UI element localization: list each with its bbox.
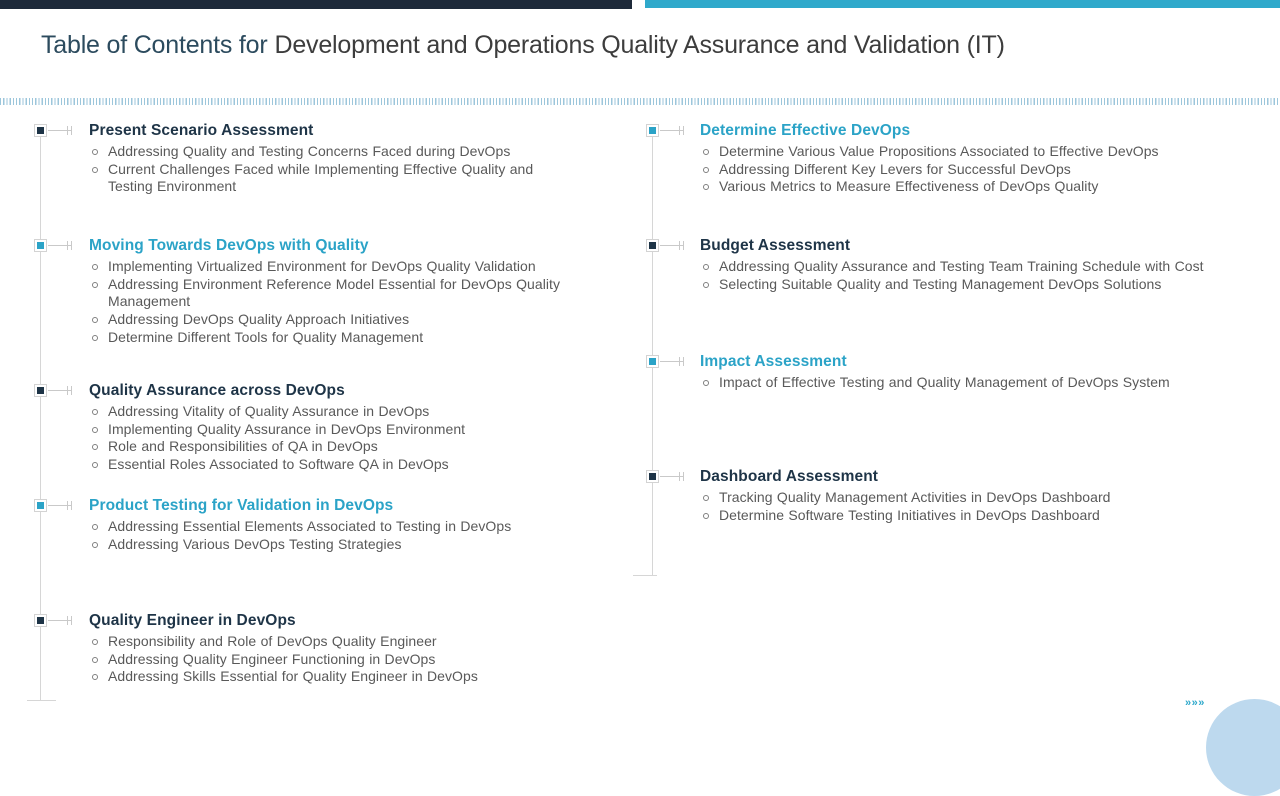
circle-bullet-icon xyxy=(703,513,709,519)
marker-square-icon xyxy=(37,242,44,249)
marker-tick xyxy=(683,472,684,481)
toc-item-text: Addressing Vitality of Quality Assurance in DevOps xyxy=(108,403,430,419)
circle-bullet-icon xyxy=(703,282,709,288)
circle-bullet-icon xyxy=(92,335,98,341)
marker-tick xyxy=(679,241,680,250)
section-title: Present Scenario Assessment xyxy=(89,122,314,139)
marker-tick xyxy=(67,386,68,395)
toc-item xyxy=(89,456,564,474)
marker-tick xyxy=(679,357,680,366)
toc-item xyxy=(700,507,1240,525)
toc-item xyxy=(700,161,1240,179)
marker-square-icon xyxy=(37,502,44,509)
section-title: Dashboard Assessment xyxy=(700,468,879,485)
section-marker xyxy=(646,470,659,483)
toc-item-text: Addressing DevOps Quality Approach Initiatives xyxy=(108,311,410,328)
toc-item xyxy=(89,536,564,554)
marker-connector-line xyxy=(48,390,72,391)
toc-item xyxy=(700,178,1240,196)
marker-tick xyxy=(71,501,72,510)
toc-item-text: Addressing Essential Elements Associated to Testing in DevOps xyxy=(108,518,512,534)
toc-item xyxy=(89,633,564,651)
marker-tick xyxy=(683,357,684,366)
title-prefix: Table of Contents for xyxy=(41,31,268,59)
marker-connector-line xyxy=(660,361,684,362)
toc-item-list xyxy=(89,258,564,347)
toc-item-text: Addressing Quality Engineer Functioning in DevOps xyxy=(108,650,436,667)
circle-bullet-icon xyxy=(92,427,98,433)
section-text xyxy=(700,236,1240,293)
timeline-endcap xyxy=(27,700,56,701)
marker-square-icon xyxy=(649,242,656,249)
toc-item xyxy=(89,668,564,686)
marker-tick xyxy=(71,616,72,625)
toc-item-text: Determine Different Tools for Quality Management xyxy=(108,328,424,345)
toc-item-text: Addressing Skills Essential for Quality Engineer in DevOps xyxy=(108,668,478,685)
section-text xyxy=(700,352,1240,392)
toc-item-text: Selecting Suitable Quality and Testing Management DevOps Solutions xyxy=(719,275,1162,292)
toc-item-text: Implementing Quality Assurance in DevOps Environment xyxy=(108,420,466,437)
section-title: Determine Effective DevOps xyxy=(700,122,911,139)
section-marker xyxy=(34,384,47,397)
toc-item-text: Addressing Different Key Levers for Successful DevOps xyxy=(719,160,1071,177)
marker-tick xyxy=(679,126,680,135)
marker-tick xyxy=(71,241,72,250)
title-main: Development and Operations Quality Assurance and Validation (IT) xyxy=(274,31,1005,59)
marker-tick xyxy=(71,386,72,395)
toc-item-text: Responsibility and Role of DevOps Quality Engineer xyxy=(108,633,437,649)
toc-item-text: Essential Roles Associated to Software QA in DevOps xyxy=(108,456,449,473)
toc-item-text: Tracking Quality Management Activities in DevOps Dashboard xyxy=(719,489,1111,505)
toc-item xyxy=(89,651,564,669)
circle-bullet-icon xyxy=(92,462,98,468)
toc-item xyxy=(89,518,564,536)
marker-square-icon xyxy=(37,617,44,624)
circle-bullet-icon xyxy=(92,542,98,548)
marker-tick xyxy=(67,126,68,135)
section-title: Product Testing for Validation in DevOps xyxy=(89,497,394,514)
marker-tick xyxy=(71,126,72,135)
marker-tick xyxy=(67,616,68,625)
section-text xyxy=(700,467,1240,524)
circle-bullet-icon xyxy=(92,674,98,680)
marker-connector-line xyxy=(48,130,72,131)
toc-item xyxy=(89,161,564,196)
toc-item-list xyxy=(89,633,564,686)
toc-item-text: Addressing Environment Reference Model Essential for DevOps Quality Management xyxy=(108,275,561,310)
circle-bullet-icon xyxy=(92,167,98,173)
marker-connector-line xyxy=(660,245,684,246)
toc-item-list xyxy=(89,143,564,196)
circle-bullet-icon xyxy=(703,167,709,173)
toc-item-list xyxy=(89,403,564,474)
circle-bullet-icon xyxy=(92,524,98,530)
toc-item xyxy=(89,329,564,347)
toc-column xyxy=(34,0,564,720)
section-text xyxy=(89,236,564,347)
toc-item-text: Implementing Virtualized Environment for DevOps Quality Validation xyxy=(108,258,536,274)
toc-item-text: Addressing Quality Assurance and Testing Team Training Schedule with Cost xyxy=(719,258,1204,274)
marker-tick xyxy=(683,241,684,250)
toc-item-list xyxy=(700,489,1240,524)
toc-column xyxy=(646,0,1240,720)
toc-item-list xyxy=(89,518,564,553)
toc-item xyxy=(700,258,1240,276)
toc-item-text: Determine Software Testing Initiatives in DevOps Dashboard xyxy=(719,506,1100,523)
forward-chevrons-icon: »»» xyxy=(1185,697,1205,709)
toc-item-text: Addressing Quality and Testing Concerns Faced during DevOps xyxy=(108,143,511,159)
circle-bullet-icon xyxy=(92,409,98,415)
marker-connector-line xyxy=(660,130,684,131)
toc-item-text: Impact of Effective Testing and Quality Management of DevOps System xyxy=(719,374,1170,390)
marker-square-icon xyxy=(649,473,656,480)
toc-item-text: Addressing Various DevOps Testing Strategies xyxy=(108,535,402,552)
marker-square-icon xyxy=(37,127,44,134)
section-title: Quality Engineer in DevOps xyxy=(89,612,296,629)
marker-connector-line xyxy=(48,620,72,621)
circle-bullet-icon xyxy=(92,317,98,323)
toc-item xyxy=(89,143,564,161)
toc-item xyxy=(89,276,564,311)
circle-bullet-icon xyxy=(92,264,98,270)
section-text xyxy=(89,121,564,196)
timeline-endcap xyxy=(633,575,657,576)
circle-bullet-icon xyxy=(92,444,98,450)
section-marker xyxy=(34,614,47,627)
marker-square-icon xyxy=(649,127,656,134)
marker-connector-line xyxy=(48,505,72,506)
section-marker xyxy=(34,499,47,512)
toc-item xyxy=(700,276,1240,294)
marker-square-icon xyxy=(37,387,44,394)
toc-item xyxy=(89,438,564,456)
toc-item-text: Current Challenges Faced while Implementing Effective Quality and Testing Environment xyxy=(108,160,534,195)
section-title: Impact Assessment xyxy=(700,353,847,370)
toc-item-text: Role and Responsibilities of QA in DevOps xyxy=(108,438,378,455)
toc-item xyxy=(89,421,564,439)
toc-item xyxy=(700,374,1240,392)
marker-tick xyxy=(679,472,680,481)
circle-bullet-icon xyxy=(703,184,709,190)
circle-bullet-icon xyxy=(92,149,98,155)
section-text xyxy=(89,381,564,474)
circle-bullet-icon xyxy=(703,149,709,155)
section-marker xyxy=(34,239,47,252)
section-text xyxy=(89,611,564,686)
toc-item xyxy=(89,258,564,276)
circle-bullet-icon xyxy=(703,264,709,270)
toc-item-text: Determine Various Value Propositions Associated to Effective DevOps xyxy=(719,143,1159,159)
circle-bullet-icon xyxy=(92,282,98,288)
toc-item-list xyxy=(700,143,1240,196)
toc-item xyxy=(89,311,564,329)
marker-connector-line xyxy=(660,476,684,477)
circle-bullet-icon xyxy=(703,495,709,501)
section-text xyxy=(700,121,1240,196)
marker-connector-line xyxy=(48,245,72,246)
section-marker xyxy=(646,355,659,368)
toc-item-list xyxy=(700,374,1240,392)
marker-tick xyxy=(67,241,68,250)
marker-tick xyxy=(683,126,684,135)
circle-bullet-icon xyxy=(92,657,98,663)
section-title: Quality Assurance across DevOps xyxy=(89,382,345,399)
circle-bullet-icon xyxy=(92,639,98,645)
section-marker xyxy=(646,124,659,137)
toc-item-list xyxy=(700,258,1240,293)
circle-bullet-icon xyxy=(703,380,709,386)
toc-item xyxy=(89,403,564,421)
marker-square-icon xyxy=(649,358,656,365)
toc-item-text: Various Metrics to Measure Effectiveness of DevOps Quality xyxy=(719,178,1099,195)
toc-item xyxy=(700,143,1240,161)
section-marker xyxy=(34,124,47,137)
toc-item xyxy=(700,489,1240,507)
marker-tick xyxy=(67,501,68,510)
section-title: Moving Towards DevOps with Quality xyxy=(89,237,369,254)
section-marker xyxy=(646,239,659,252)
timeline-line xyxy=(652,124,653,575)
section-title: Budget Assessment xyxy=(700,237,851,254)
section-text xyxy=(89,496,564,553)
